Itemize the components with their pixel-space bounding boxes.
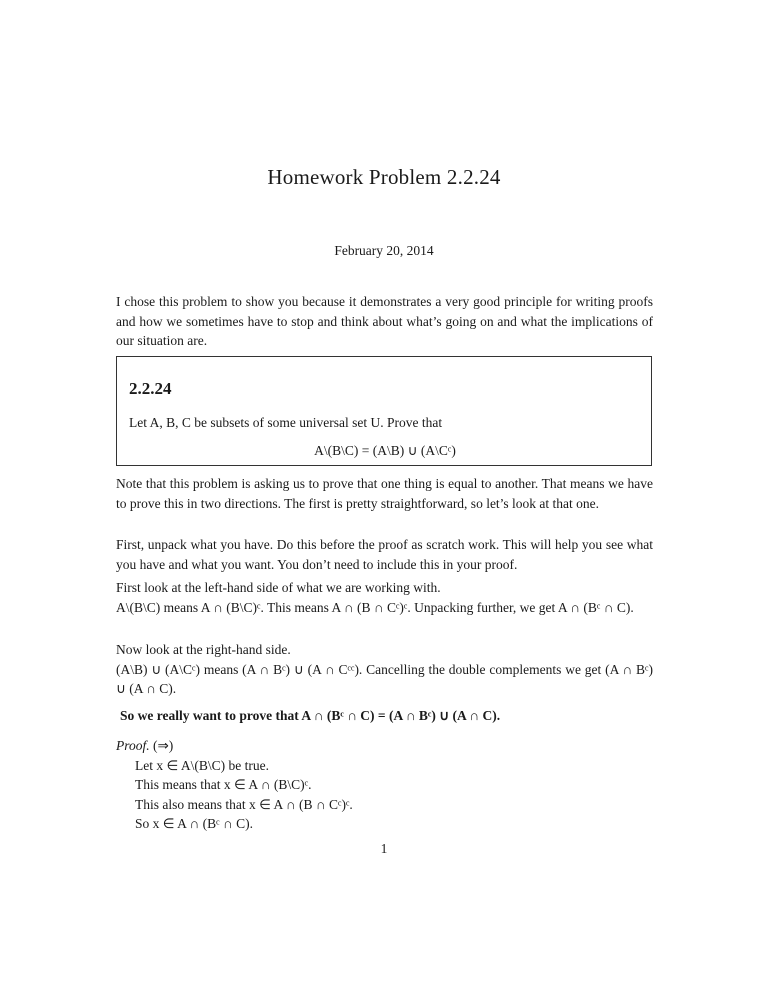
proof-line: So x ∈ A ∩ (Bᶜ ∩ C). bbox=[135, 816, 253, 831]
document-date: February 20, 2014 bbox=[334, 243, 434, 258]
proof-line: Let x ∈ A\(B\C) be true. bbox=[135, 757, 269, 773]
lhs-intro: First look at the left-hand side of what we are working with. bbox=[116, 580, 441, 595]
problem-box bbox=[116, 356, 652, 466]
problem-equation: A\(B\C) = (A\B) ∪ (A\Cᶜ) bbox=[314, 443, 456, 458]
goal-statement: So we really want to prove that A ∩ (Bᶜ ∩ C) = (A ∩ Bᶜ) ∪ (A ∩ C). bbox=[120, 708, 501, 723]
page-number: 1 bbox=[380, 841, 388, 856]
proof-line: This means that x ∈ A ∩ (B\C)ᶜ. bbox=[135, 777, 312, 792]
lhs-detail: A\(B\C) means A ∩ (B\C)ᶜ. This means A ∩ (B ∩ Cᶜ)ᶜ. Unpacking further, we get A ∩ (Bᶜ ∩ C). bbox=[116, 599, 634, 615]
proof-label: Proof. bbox=[116, 738, 150, 753]
proof-block bbox=[116, 736, 653, 834]
proof-line: This also means that x ∈ A ∩ (B ∩ Cᶜ)ᶜ. bbox=[135, 796, 353, 812]
proof-direction: (⇒) bbox=[153, 738, 174, 753]
intro-paragraph: I chose this problem to show you because it demonstrates a very good principle for writing proofs and how we sometimes have to stop and think about what’s going on and what the implications of our situation are. bbox=[116, 294, 653, 348]
rhs-intro: Now look at the right-hand side. bbox=[116, 642, 291, 657]
problem-heading: 2.2.24 bbox=[129, 379, 172, 398]
document-title: Homework Problem 2.2.24 bbox=[267, 165, 501, 189]
note-paragraph: Note that this problem is asking us to prove that one thing is equal to another. That means we have to prove this in two directions. The first is pretty straightforward, so let’s look at that one. bbox=[116, 476, 653, 511]
problem-statement: Let A, B, C be subsets of some universal set U. Prove that bbox=[129, 415, 443, 430]
unpack-paragraph: First, unpack what you have. Do this before the proof as scratch work. This will help you see what you have and what you want. You don’t need to include this in your proof. bbox=[116, 537, 653, 572]
proof-header bbox=[116, 736, 653, 756]
rhs-detail: (A\B) ∪ (A\Cᶜ) means (A ∩ Bᶜ) ∪ (A ∩ Cᶜᶜ). Cancelling the double complements we get (A ∩ Bᶜ) ∪ (A ∩ C). bbox=[116, 661, 653, 696]
rhs-paragraph bbox=[116, 640, 653, 699]
lhs-paragraph bbox=[116, 578, 653, 617]
